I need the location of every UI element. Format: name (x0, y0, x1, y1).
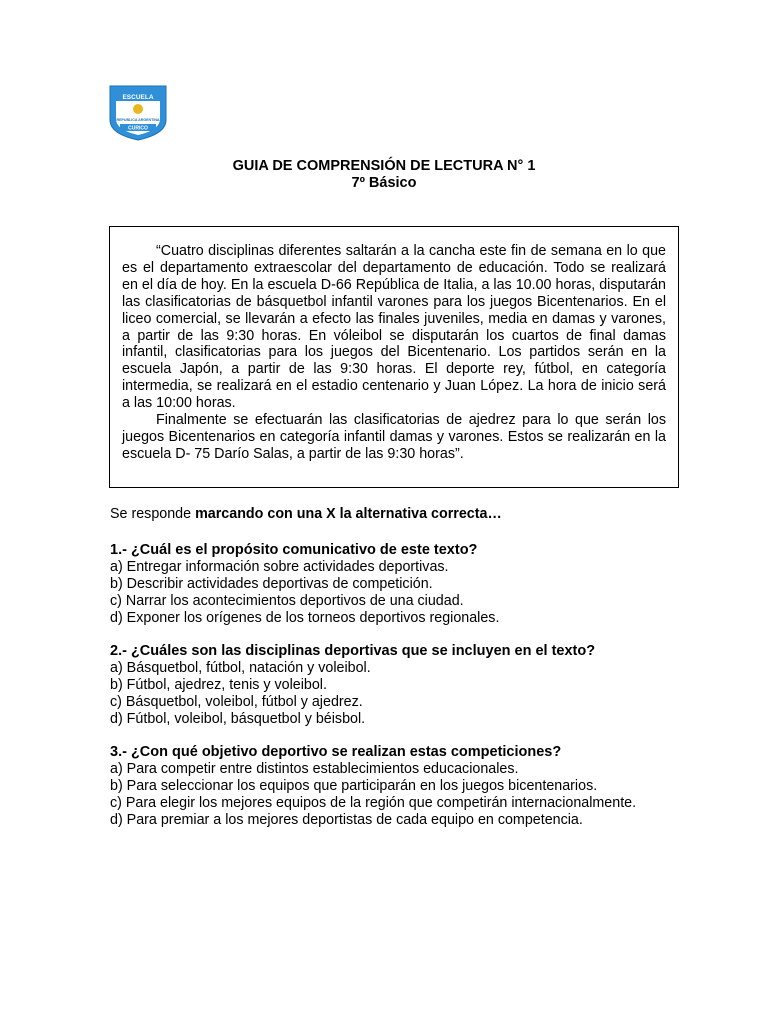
answer-option-d[interactable]: d) Exponer los orígenes de los torneos deportivos regionales. (110, 609, 500, 626)
question-1 (110, 542, 670, 627)
school-logo (108, 84, 168, 142)
answer-option-b[interactable]: b) Describir actividades deportivas de competición. (110, 575, 433, 592)
school-shield-icon (108, 84, 168, 142)
passage-paragraph: Finalmente se efectuarán las clasificatorias de ajedrez para lo que serán los juegos Bicentenarios en categoría infantil damas y varones. Estos se realizarán en la escuela D- 75 Darío Salas, a partir de las 9:30 horas”. (122, 412, 666, 462)
answer-option-a[interactable]: a) Básquetbol, fútbol, natación y voleibol. (110, 660, 371, 676)
answer-options (110, 761, 670, 829)
answer-option-b[interactable]: b) Fútbol, ajedrez, tenis y voleibol. (110, 676, 327, 693)
question-2 (110, 643, 670, 728)
answer-option-d[interactable]: d) Para premiar a los mejores deportistas de cada equipo en competencia. (110, 811, 583, 828)
answer-option-c[interactable]: c) Narrar los acontecimientos deportivos de una ciudad. (110, 592, 464, 609)
answer-option-c[interactable]: c) Para elegir los mejores equipos de la región que competirán internacionalmente. (110, 794, 637, 811)
answer-option-b[interactable]: b) Para seleccionar los equipos que participarán en los juegos bicentenarios. (110, 777, 598, 794)
answer-options (110, 660, 670, 728)
document-title: GUIA DE COMPRENSIÓN DE LECTURA N° 1 (232, 158, 536, 174)
logo-mid-text: REPUBLICA ARGENTINA (116, 118, 160, 122)
document-subtitle: 7º Básico (351, 175, 417, 191)
question-text: 3.- ¿Con qué objetivo deportivo se realizan estas competiciones? (110, 744, 562, 760)
logo-bottom-text: CURICO (128, 125, 148, 132)
question-text: 1.- ¿Cuál es el propósito comunicativo de este texto? (110, 542, 478, 558)
answer-option-d[interactable]: d) Fútbol, voleibol, básquetbol y béisbol. (110, 710, 366, 727)
logo-top-text: ESCUELA (122, 94, 154, 101)
reading-passage-box (109, 226, 679, 488)
instructions-emphasis: marcando con una X la alternativa correcta… (195, 506, 502, 522)
passage-paragraph: “Cuatro disciplinas diferentes saltarán a la cancha este fin de semana en lo que es el departamento extraescolar del departamento de educación. Todo se realizará en el día de hoy. En la escuela D-66 República de Italia, a las 10.00 horas, disputarán las clasificatorias de básquetbol infantil varones para los juegos Bicentenarios. En el liceo comercial, se llevarán a efecto las finales juveniles, media en damas y varones, a partir de las 9:30 horas. En vóleibol se disputarán los cuartos de final damas infantil, clasificatorias para los juegos del Bicentenario. Los partidos serán en la escuela Japón, a partir de las 9:30 horas. El deporte rey, fútbol, en categoría intermedia, se realizará en el estadio centenario y Juan López. La hora de inicio será a las 10:00 horas. (122, 243, 666, 412)
instructions (110, 506, 502, 523)
answer-options (110, 559, 670, 627)
answer-option-a[interactable]: a) Para competir entre distintos establecimientos educacionales. (110, 761, 519, 777)
sun-icon (133, 104, 143, 114)
answer-option-c[interactable]: c) Básquetbol, voleibol, fútbol y ajedrez. (110, 693, 363, 710)
question-3 (110, 744, 670, 829)
instructions-prefix: Se responde (110, 506, 196, 522)
answer-option-a[interactable]: a) Entregar información sobre actividades deportivas. (110, 559, 449, 575)
question-text: 2.- ¿Cuáles son las disciplinas deportivas que se incluyen en el texto? (110, 643, 596, 659)
